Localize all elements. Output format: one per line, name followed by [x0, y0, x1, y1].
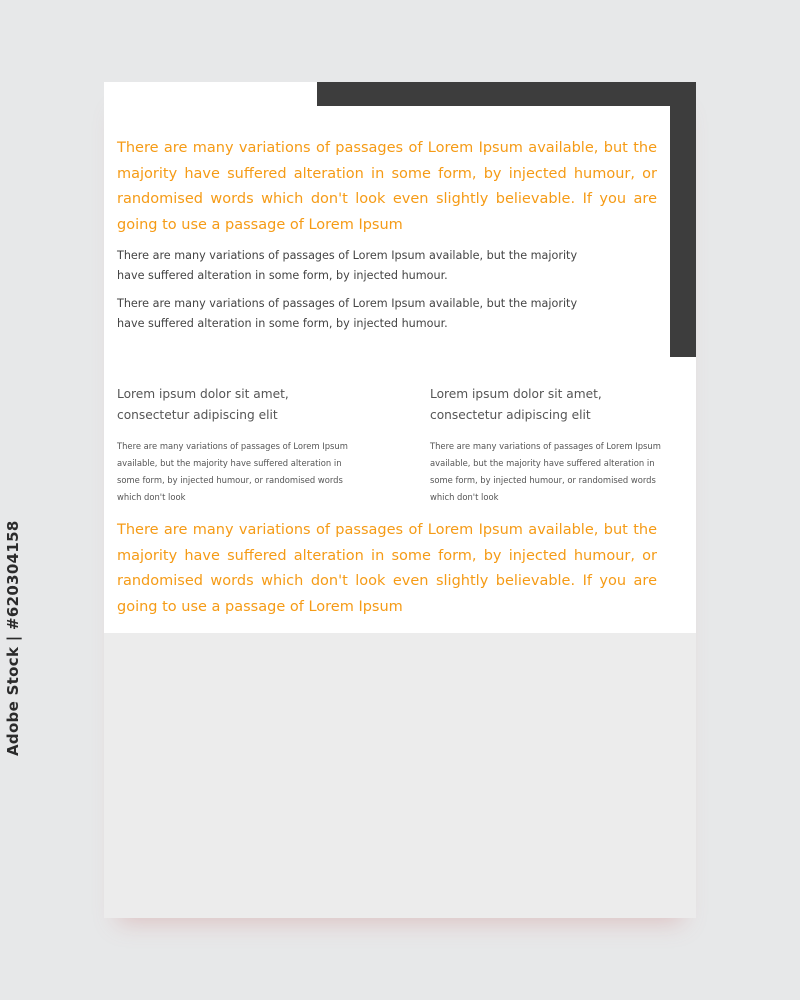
corner-bar-horizontal — [317, 82, 696, 106]
body-paragraph-2: There are many variations of passages of Lorem Ipsum available, but the majority have suffered alteration in some form, by injected humour. — [117, 297, 578, 330]
stock-label: Adobe Stock | #620304158 — [4, 520, 22, 756]
body-paragraph-1: There are many variations of passages of Lorem Ipsum available, but the majority have suffered alteration in some form, by injected humour. — [117, 249, 578, 282]
hero-text: There are many variations of passages of Lorem Ipsum available, but the majority have suffered alteration in some form, by injected humour, or randomised words which don't look even slightly believable. If you are going to use a passage of Lorem Ipsum — [117, 140, 657, 233]
column-2-body: There are many variations of passages of Lorem Ipsum available, but the majority have suffered alteration in some form, by injected humour, or randomised words which don't look — [430, 441, 661, 502]
column-1-heading: Lorem ipsum dolor sit amet, consectetur adipiscing elit — [117, 387, 289, 422]
corner-bar-vertical — [670, 82, 696, 357]
column-2-heading: Lorem ipsum dolor sit amet, consectetur adipiscing elit — [430, 387, 602, 422]
document-page — [104, 82, 696, 918]
footer-text: There are many variations of passages of Lorem Ipsum available, but the majority have suffered alteration in some form, by injected humour, or randomised words which don't look even slightly believable. If you are going to use a passage of Lorem Ipsum — [117, 522, 657, 615]
page-content-area — [104, 82, 696, 633]
column-1-body: There are many variations of passages of Lorem Ipsum available, but the majority have suffered alteration in some form, by injected humour, or randomised words which don't look — [117, 441, 348, 502]
